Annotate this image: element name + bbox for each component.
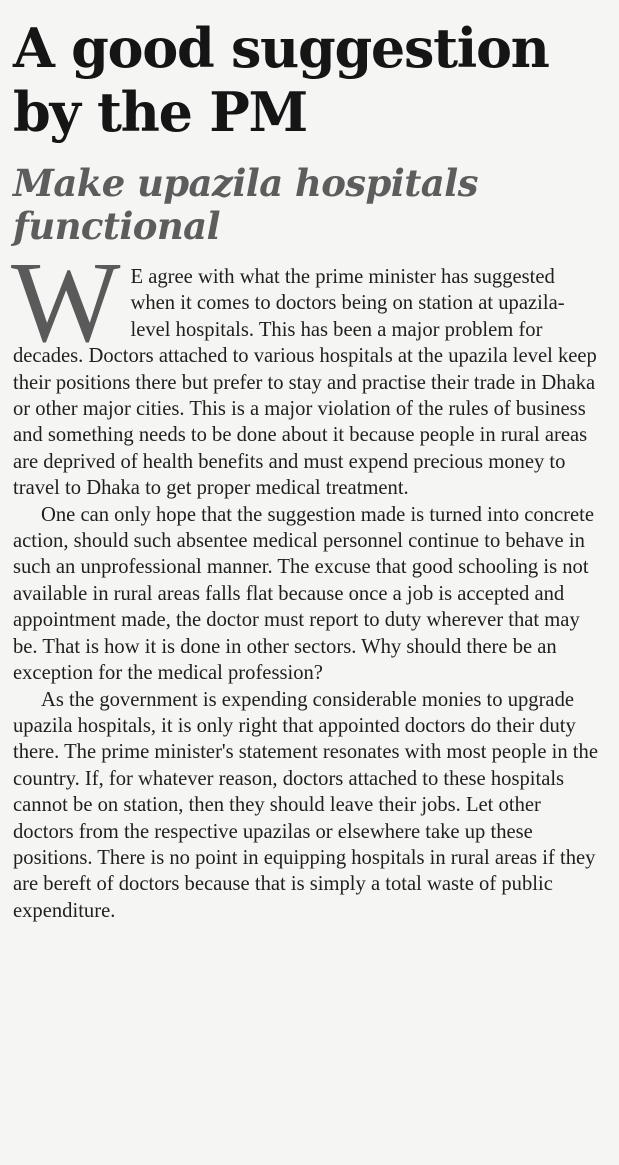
drop-cap: W: [11, 239, 121, 367]
paragraph-3: As the government is expending considerable monies to upgrade upazila hospitals, it is only right that appointed doctors do their duty there. The prime minister's statement resonates with most people in the country. If, for whatever reason, doctors attached to these hospitals cannot be on station, then they should leave their jobs. Let other doctors from the respective upazilas or elsewhere take up these positions. There is no point in equipping hospitals in rural areas if they are bereft of doctors because that is simply a total waste of public expenditure.: [13, 688, 598, 922]
subheadline: Make upazila hospitals functional: [13, 161, 478, 248]
headline: A good suggestion by the PM: [13, 16, 549, 144]
editorial-article: [13, 16, 603, 924]
paragraph-1-text: E agree with what the prime minister has suggested when it comes to doctors being on station at upazila-level hospitals. This has been a major problem for decades. Doctors attached to various hospitals at the upazila level keep their positions there but prefer to stay and practise their trade in Dhaka or other major cities. This is a major violation of the rules of business and something needs to be done about it because people in rural areas are deprived of health benefits and must expend precious money to travel to Dhaka to get proper medical treatment.: [13, 266, 597, 500]
article-body: [11, 239, 603, 924]
paragraph-2: One can only hope that the suggestion made is turned into concrete action, should such absentee medical personnel continue to behave in such an unprofessional manner. The excuse that good schooling is not available in rural areas falls flat because once a job is accepted and appointment made, the doctor must report to duty wherever that may be. That is how it is done in other sectors. Why should there be an exception for the medical profession?: [13, 503, 595, 685]
paragraph-1: [11, 239, 603, 502]
